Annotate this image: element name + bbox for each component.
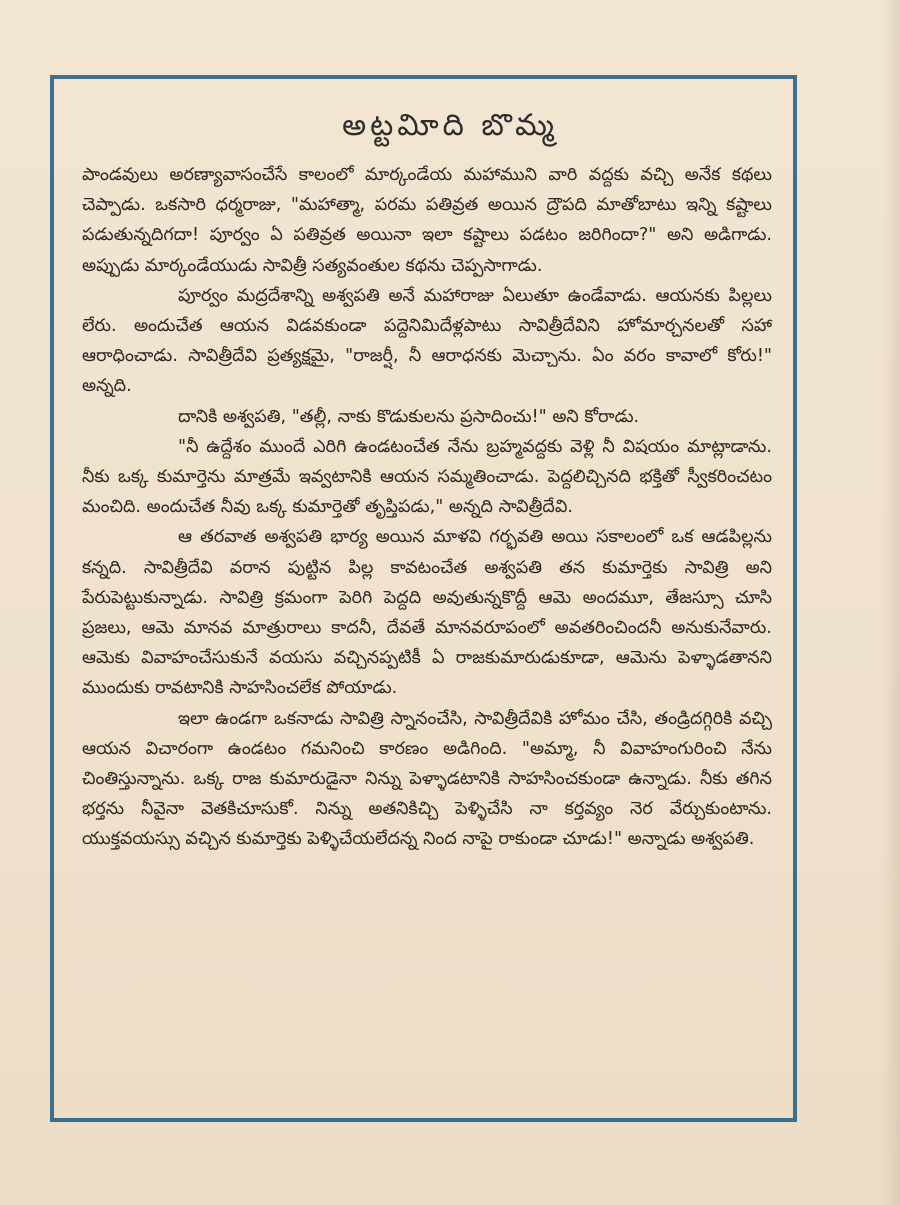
paragraph-4: "నీ ఉద్దేశం ముందే ఎరిగి ఉండటంచేత నేను బ్రహ్మవద్దకు వెళ్లి నీ విషయం మాట్లాడాను. నీకు ఒక్క కుమార్తెను మాత్రమే ఇవ్వటానికి ఆయన సమ్మతించాడు. పెద్దలిచ్చినది భక్తితో స్వీకరించటం మంచిది. అందుచేత నీవు ఒక్క కుమార్తెతో తృప్తిపడు," అన్నది సావిత్రీదేవి. [82, 436, 772, 518]
page-edge-shadow [882, 0, 900, 1205]
paragraph-2: పూర్వం మద్రదేశాన్ని అశ్వపతి అనే మహారాజు ఏలుతూ ఉండేవాడు. ఆయనకు పిల్లలు లేరు. అందుచేత ఆయన విడవకుండా పద్దెనిమిదేళ్లపాటు సావిత్రీదేవిని హోమార్చనలతో సహా ఆరాధించాడు. సావిత్రీదేవి ప్రత్యక్షమై, "రాజర్షీ, నీ ఆరాధనకు మెచ్చాను. ఏం వరం కావాలో కోరు!" అన్నది. [82, 285, 772, 397]
story-text [82, 160, 772, 855]
paragraph-5: ఆ తరవాత అశ్వపతి భార్య అయిన మాళవి గర్భవతి అయి సకాలంలో ఒక ఆడపిల్లను కన్నది. సావిత్రీదేవి వరాన పుట్టిన పిల్ల కావటంచేత అశ్వపతి తన కుమార్తెకు సావిత్రి అని పేరుపెట్టుకున్నాడు. సావిత్రి క్రమంగా పెరిగి పెద్దది అవుతున్నకొద్దీ ఆమె అందమూ, తేజస్సూ చూసి ప్రజలు, ఆమె మానవ మాత్రురాలు కాదనీ, దేవతే మానవరూపంలో అవతరించిందనీ అనుకునేవారు. ఆమెకు వివాహంచేసుకునే వయసు వచ్చినప్పటికీ ఏ రాజకుమారుడుకూడా, ఆమెను పెళ్ళాడతానని ముందుకు రావటానికి సాహసించలేక పోయాడు. [82, 527, 772, 699]
paragraph-6: ఇలా ఉండగా ఒకనాడు సావిత్రి స్నానంచేసి, సావిత్రీదేవికి హోమం చేసి, తండ్రిదగ్గిరికి వచ్చి ఆయన విచారంగా ఉండటం గమనించి కారణం అడిగింది. "అమ్మా, నీ వివాహంగురించి నేను చింతిస్తున్నాను. ఒక్క రాజ కుమారుడైనా నిన్ను పెళ్ళాడటానికి సాహసించకుండా ఉన్నాడు. నీకు తగిన భర్తను నీవైనా వెతకిచూసుకో. నిన్ను అతనికిచ్చి పెళ్ళిచేసి నా కర్తవ్యం నెర వేర్చుకుంటాను. యుక్తవయస్సు వచ్చిన కుమార్తెకు పెళ్ళిచేయలేదన్న నింద నాపై రాకుండా చూడు!" అన్నాడు అశ్వపతి. [82, 708, 772, 850]
page-title: అట్టవిూది బొమ్మ [342, 108, 558, 143]
paragraph-1: పాండవులు అరణ్యావాసంచేసే కాలంలో మార్కండేయ మహాముని వారి వద్దకు వచ్చి అనేక కథలు చెప్పాడు. ఒకసారి ధర్మరాజు, "మహాత్మా, పరమ పతివ్రత అయిన ద్రౌపది మాతోబాటు ఇన్ని కష్టాలు పడుతున్నదిగదా! పూర్వం ఏ పతివ్రత అయినా ఇలా కష్టాలు పడటం జరిగిందా?" అని అడిగాడు. అప్పుడు మార్కండేయుడు సావిత్రీ సత్యవంతుల కథను చెప్పసాగాడు. [82, 165, 772, 276]
paragraph-3: దానికి అశ్వపతి, "తల్లీ, నాకు కొడుకులను ప్రసాదించు!" అని కోరాడు. [178, 406, 640, 427]
